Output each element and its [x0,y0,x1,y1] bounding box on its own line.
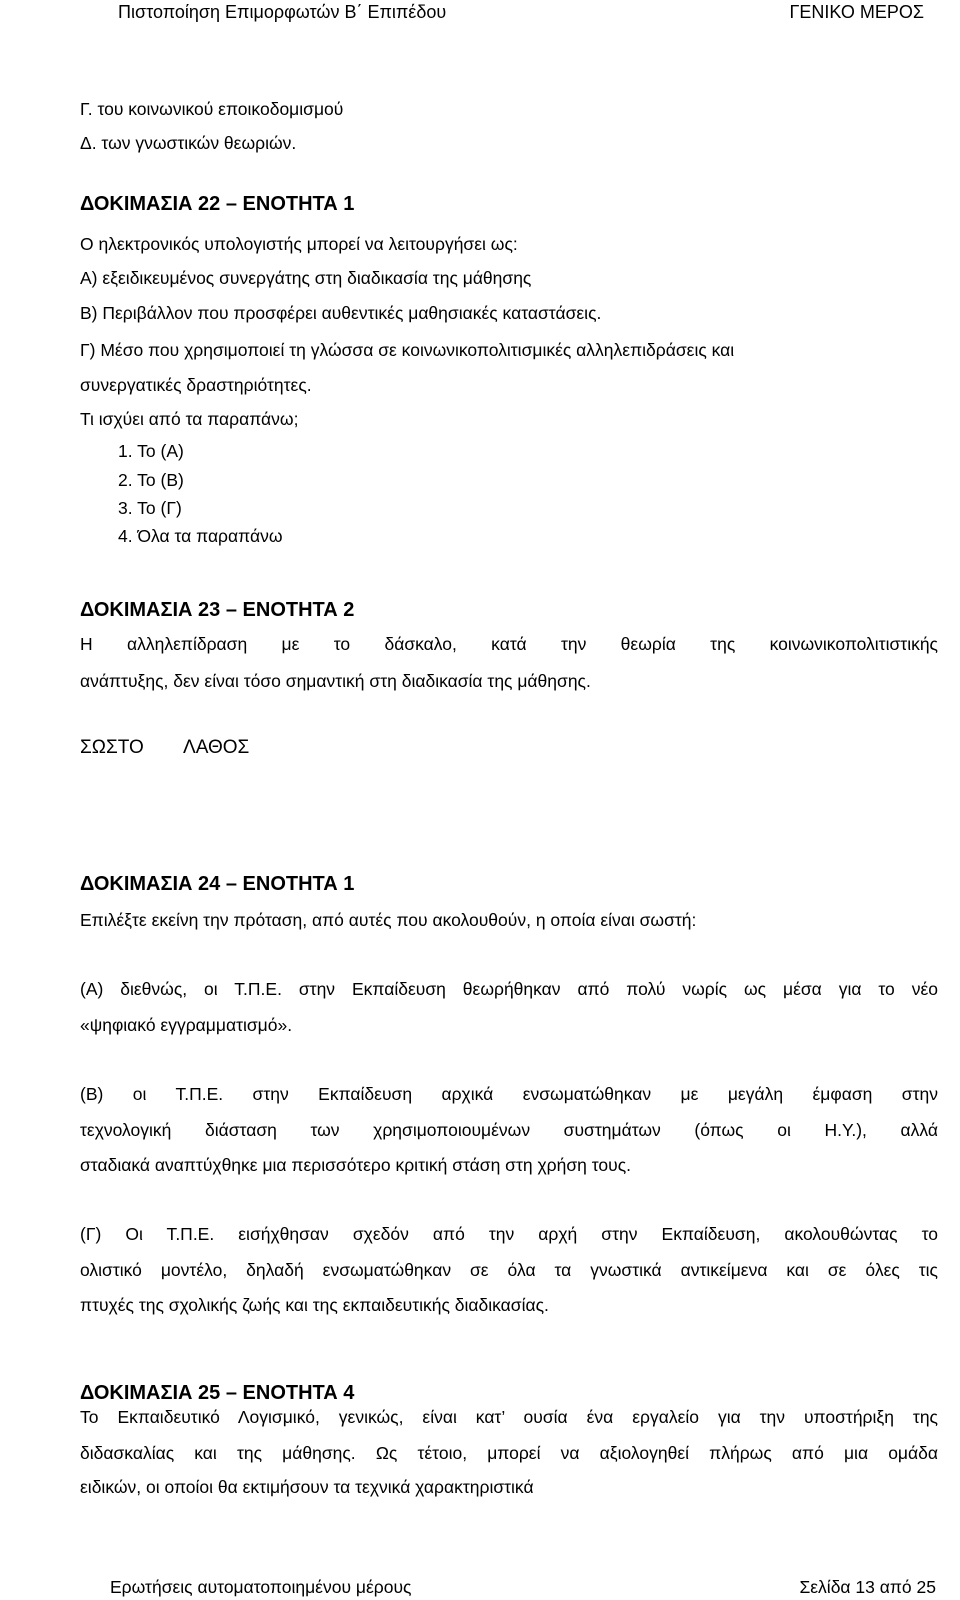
q24-option-b-line3: σταδιακά αναπτύχθηκε μια περισσότερο κριτική στάση στη χρήση τους. [80,1155,632,1175]
header-left: Πιστοποίηση Επιμορφωτών Β΄ Επιπέδου [118,2,447,22]
q24-option-a-line1: (Α) διεθνώς, οι Τ.Π.Ε. στην Εκπαίδευση θεωρήθηκαν από πολύ νωρίς ως μέσα για το νέο [80,979,938,999]
q24-option-b-line1: (Β) οι Τ.Π.Ε. στην Εκπαίδευση αρχικά ενσωματώθηκαν με μεγάλη έμφαση στην [80,1084,938,1104]
intro-line-g: Γ. του κοινωνικού εποικοδομισμού [80,99,344,119]
q23-true-label: ΣΩΣΤΟ [80,737,144,758]
q25-text-line3: ειδικών, οι οποίοι θα εκτιμήσουν τα τεχνικά χαρακτηριστικά [80,1477,534,1497]
q22-option-g-line2: συνεργατικές δραστηριότητες. [80,375,312,395]
footer-page-number: Σελίδα 13 από 25 [799,1577,936,1597]
q23-statement-line2: ανάπτυξης, δεν είναι τόσο σημαντική στη διαδικασία της μάθησης. [80,671,591,691]
q24-title: ΔΟΚΙΜΑΣΙΑ 24 – ΕΝΟΤΗΤΑ 1 [80,873,355,895]
q24-question: Επιλέξτε εκείνη την πρόταση, από αυτές που ακολουθούν, η οποία είναι σωστή: [80,910,697,930]
q22-answer-4: 4. Όλα τα παραπάνω [118,526,283,546]
q24-option-g-line2: ολιστικό μοντέλο, δηλαδή ενσωματώθηκαν σε όλα τα γνωστικά αντικείμενα και σε όλες τις [80,1260,938,1280]
q24-option-g-line1: (Γ) Οι Τ.Π.Ε. εισήχθησαν σχεδόν από την αρχή στην Εκπαίδευση, ακολουθώντας το [80,1224,938,1244]
q22-answer-1: 1. Το (Α) [118,441,184,461]
q24-option-b-line2: τεχνολογική διάσταση των χρησιμοποιουμένων συστημάτων (όπως οι Η.Υ.), αλλά [80,1120,938,1140]
q22-question: Ο ηλεκτρονικός υπολογιστής μπορεί να λειτουργήσει ως: [80,234,518,254]
q22-answer-2: 2. Το (Β) [118,470,184,490]
q22-option-g-line1: Γ) Μέσο που χρησιμοποιεί τη γλώσσα σε κοινωνικοπολιτισμικές αλληλεπιδράσεις και [80,340,735,360]
q23-false-label: ΛΑΘΟΣ [183,737,250,758]
q22-answer-3: 3. Το (Γ) [118,498,182,518]
q25-title: ΔΟΚΙΜΑΣΙΑ 25 – ΕΝΟΤΗΤΑ 4 [80,1382,355,1404]
q22-option-b: Β) Περιβάλλον που προσφέρει αυθεντικές μαθησιακές καταστάσεις. [80,303,602,323]
q25-text-line2: διδασκαλίας και της μάθησης. Ως τέτοιο, μπορεί να αξιολογηθεί πλήρως από μια ομάδα [80,1443,938,1463]
q23-statement-line1: Η αλληλεπίδραση με το δάσκαλο, κατά την θεωρία της κοινωνικοπολιτιστικής [80,634,938,654]
intro-line-d: Δ. των γνωστικών θεωριών. [80,133,297,153]
q24-option-a-line2: «ψηφιακό εγγραμματισμό». [80,1015,293,1035]
q25-text-line1: Το Εκπαιδευτικό Λογισμικό, γενικώς, είναι κατ’ ουσία ένα εργαλείο για την υποστήριξη της [80,1407,938,1427]
q22-option-a: Α) εξειδικευμένος συνεργάτης στη διαδικασία της μάθησης [80,268,532,288]
q23-title: ΔΟΚΙΜΑΣΙΑ 23 – ΕΝΟΤΗΤΑ 2 [80,599,355,621]
q22-prompt: Τι ισχύει από τα παραπάνω; [80,409,299,429]
footer-left: Ερωτήσεις αυτοματοποιημένου μέρους [110,1577,412,1597]
q22-title: ΔΟΚΙΜΑΣΙΑ 22 – ΕΝΟΤΗΤΑ 1 [80,193,355,215]
q24-option-g-line3: πτυχές της σχολικής ζωής και της εκπαιδευτικής διαδικασίας. [80,1295,549,1315]
header-right: ΓΕΝΙΚΟ ΜΕΡΟΣ [789,2,924,22]
